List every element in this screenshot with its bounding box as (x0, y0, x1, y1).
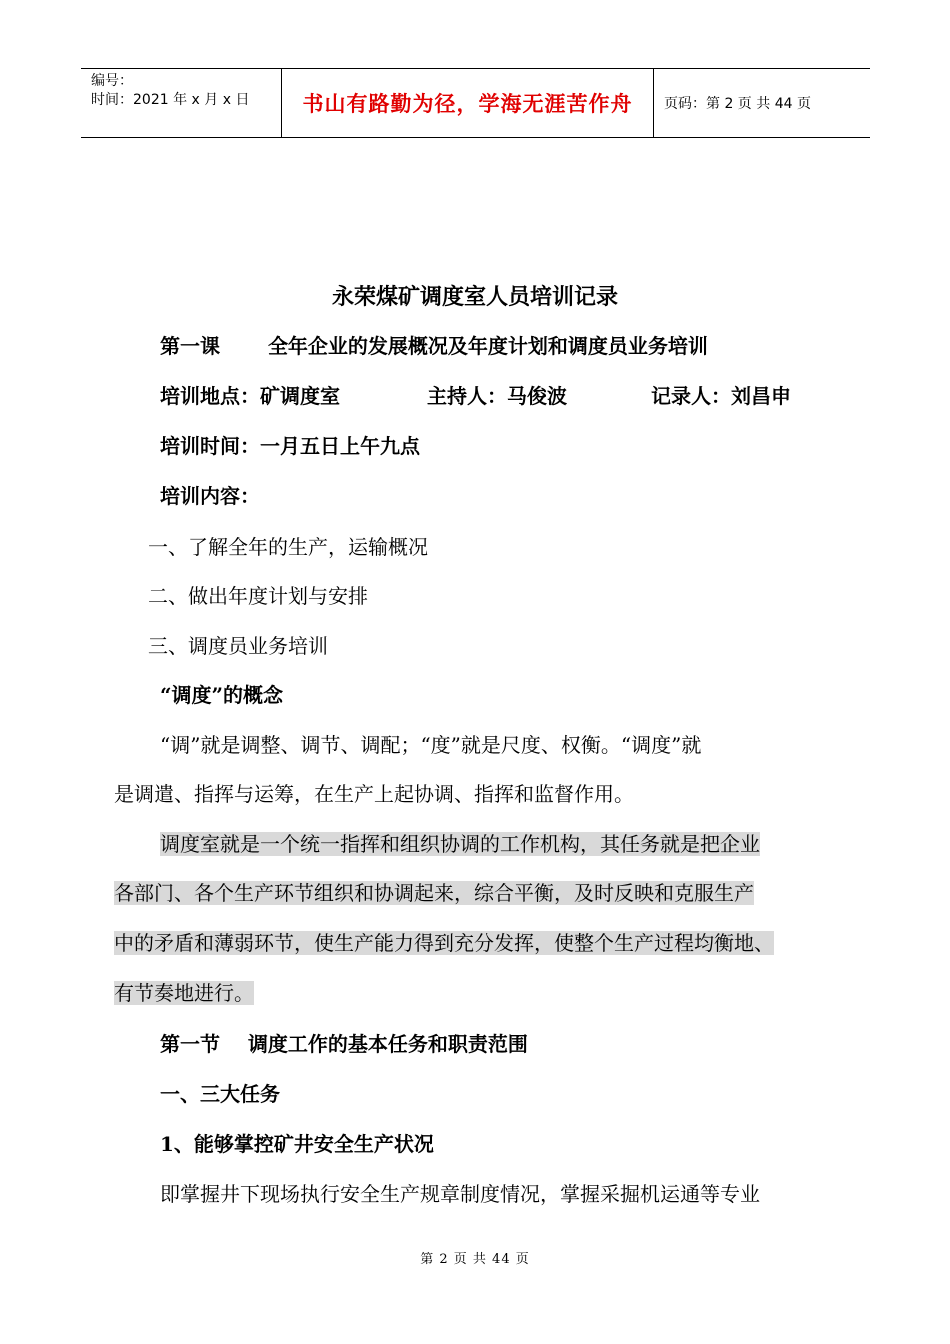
training-content-label: 培训内容： (160, 484, 260, 508)
paragraph-2-line-2 (114, 877, 754, 906)
point-1-heading: 1、能够掌控矿井安全生产状况 (160, 1132, 434, 1156)
header-meta (81, 69, 281, 137)
highlighted-text: 各部门、各个生产环节组织和协调起来，综合平衡，及时反映和克服生产 (114, 881, 754, 905)
highlighted-text: 中的矛盾和薄弱环节，使生产能力得到充分发挥，使整个生产过程均衡地、 (114, 931, 774, 955)
lesson-heading (160, 330, 708, 359)
training-host: 主持人：马俊波 (427, 384, 567, 408)
paragraph-1-line-2: 是调遣、指挥与运筹，在生产上起协调、指挥和监督作用。 (114, 782, 634, 806)
paragraph-1-line-1: “调”就是调整、调节、调配；“度”就是尺度、权衡。“调度”就 (160, 733, 702, 757)
page-footer: 第 2 页 共 44 页 (420, 1252, 530, 1267)
header-time-label: 时间：2021 年 x 月 x 日 (91, 92, 250, 108)
concept-heading: “调度”的概念 (160, 683, 284, 707)
lesson-title: 全年企业的发展概况及年度计划和调度员业务培训 (267, 334, 708, 358)
header-page-info: 页码：第 2 页 共 44 页 (664, 96, 811, 112)
paragraph-3-line-1: 即掌握井下现场执行安全生产规章制度情况，掌握采掘机运通等专业 (160, 1182, 760, 1206)
lesson-number: 第一课 (160, 334, 220, 358)
section-number: 第一节 (160, 1032, 220, 1056)
sub-heading: 一、三大任务 (160, 1082, 280, 1106)
header-motto: 书山有路勤为径，学海无涯苦作舟 (281, 69, 654, 137)
document-title: 永荣煤矿调度室人员培训记录 (331, 284, 618, 310)
content-item-2: 二、做出年度计划与安排 (148, 584, 368, 608)
content-item-3: 三、调度员业务培训 (148, 634, 328, 658)
paragraph-2-line-4 (114, 977, 254, 1006)
section-title: 调度工作的基本任务和职责范围 (247, 1032, 528, 1056)
header-number-label: 编号： (91, 73, 133, 89)
training-location: 培训地点：矿调度室 (160, 384, 340, 408)
section-heading (160, 1028, 528, 1057)
highlighted-text: 有节奏地进行。 (114, 981, 254, 1005)
content-item-1: 一、了解全年的生产，运输概况 (148, 535, 428, 559)
paragraph-2-line-3 (114, 927, 774, 956)
page-header (81, 68, 870, 138)
highlighted-text: 调度室就是一个统一指挥和组织协调的工作机构，其任务就是把企业 (160, 832, 760, 856)
training-recorder: 记录人：刘昌申 (651, 384, 791, 408)
paragraph-2-line-1 (160, 828, 760, 857)
training-time: 培训时间：一月五日上午九点 (160, 434, 420, 458)
